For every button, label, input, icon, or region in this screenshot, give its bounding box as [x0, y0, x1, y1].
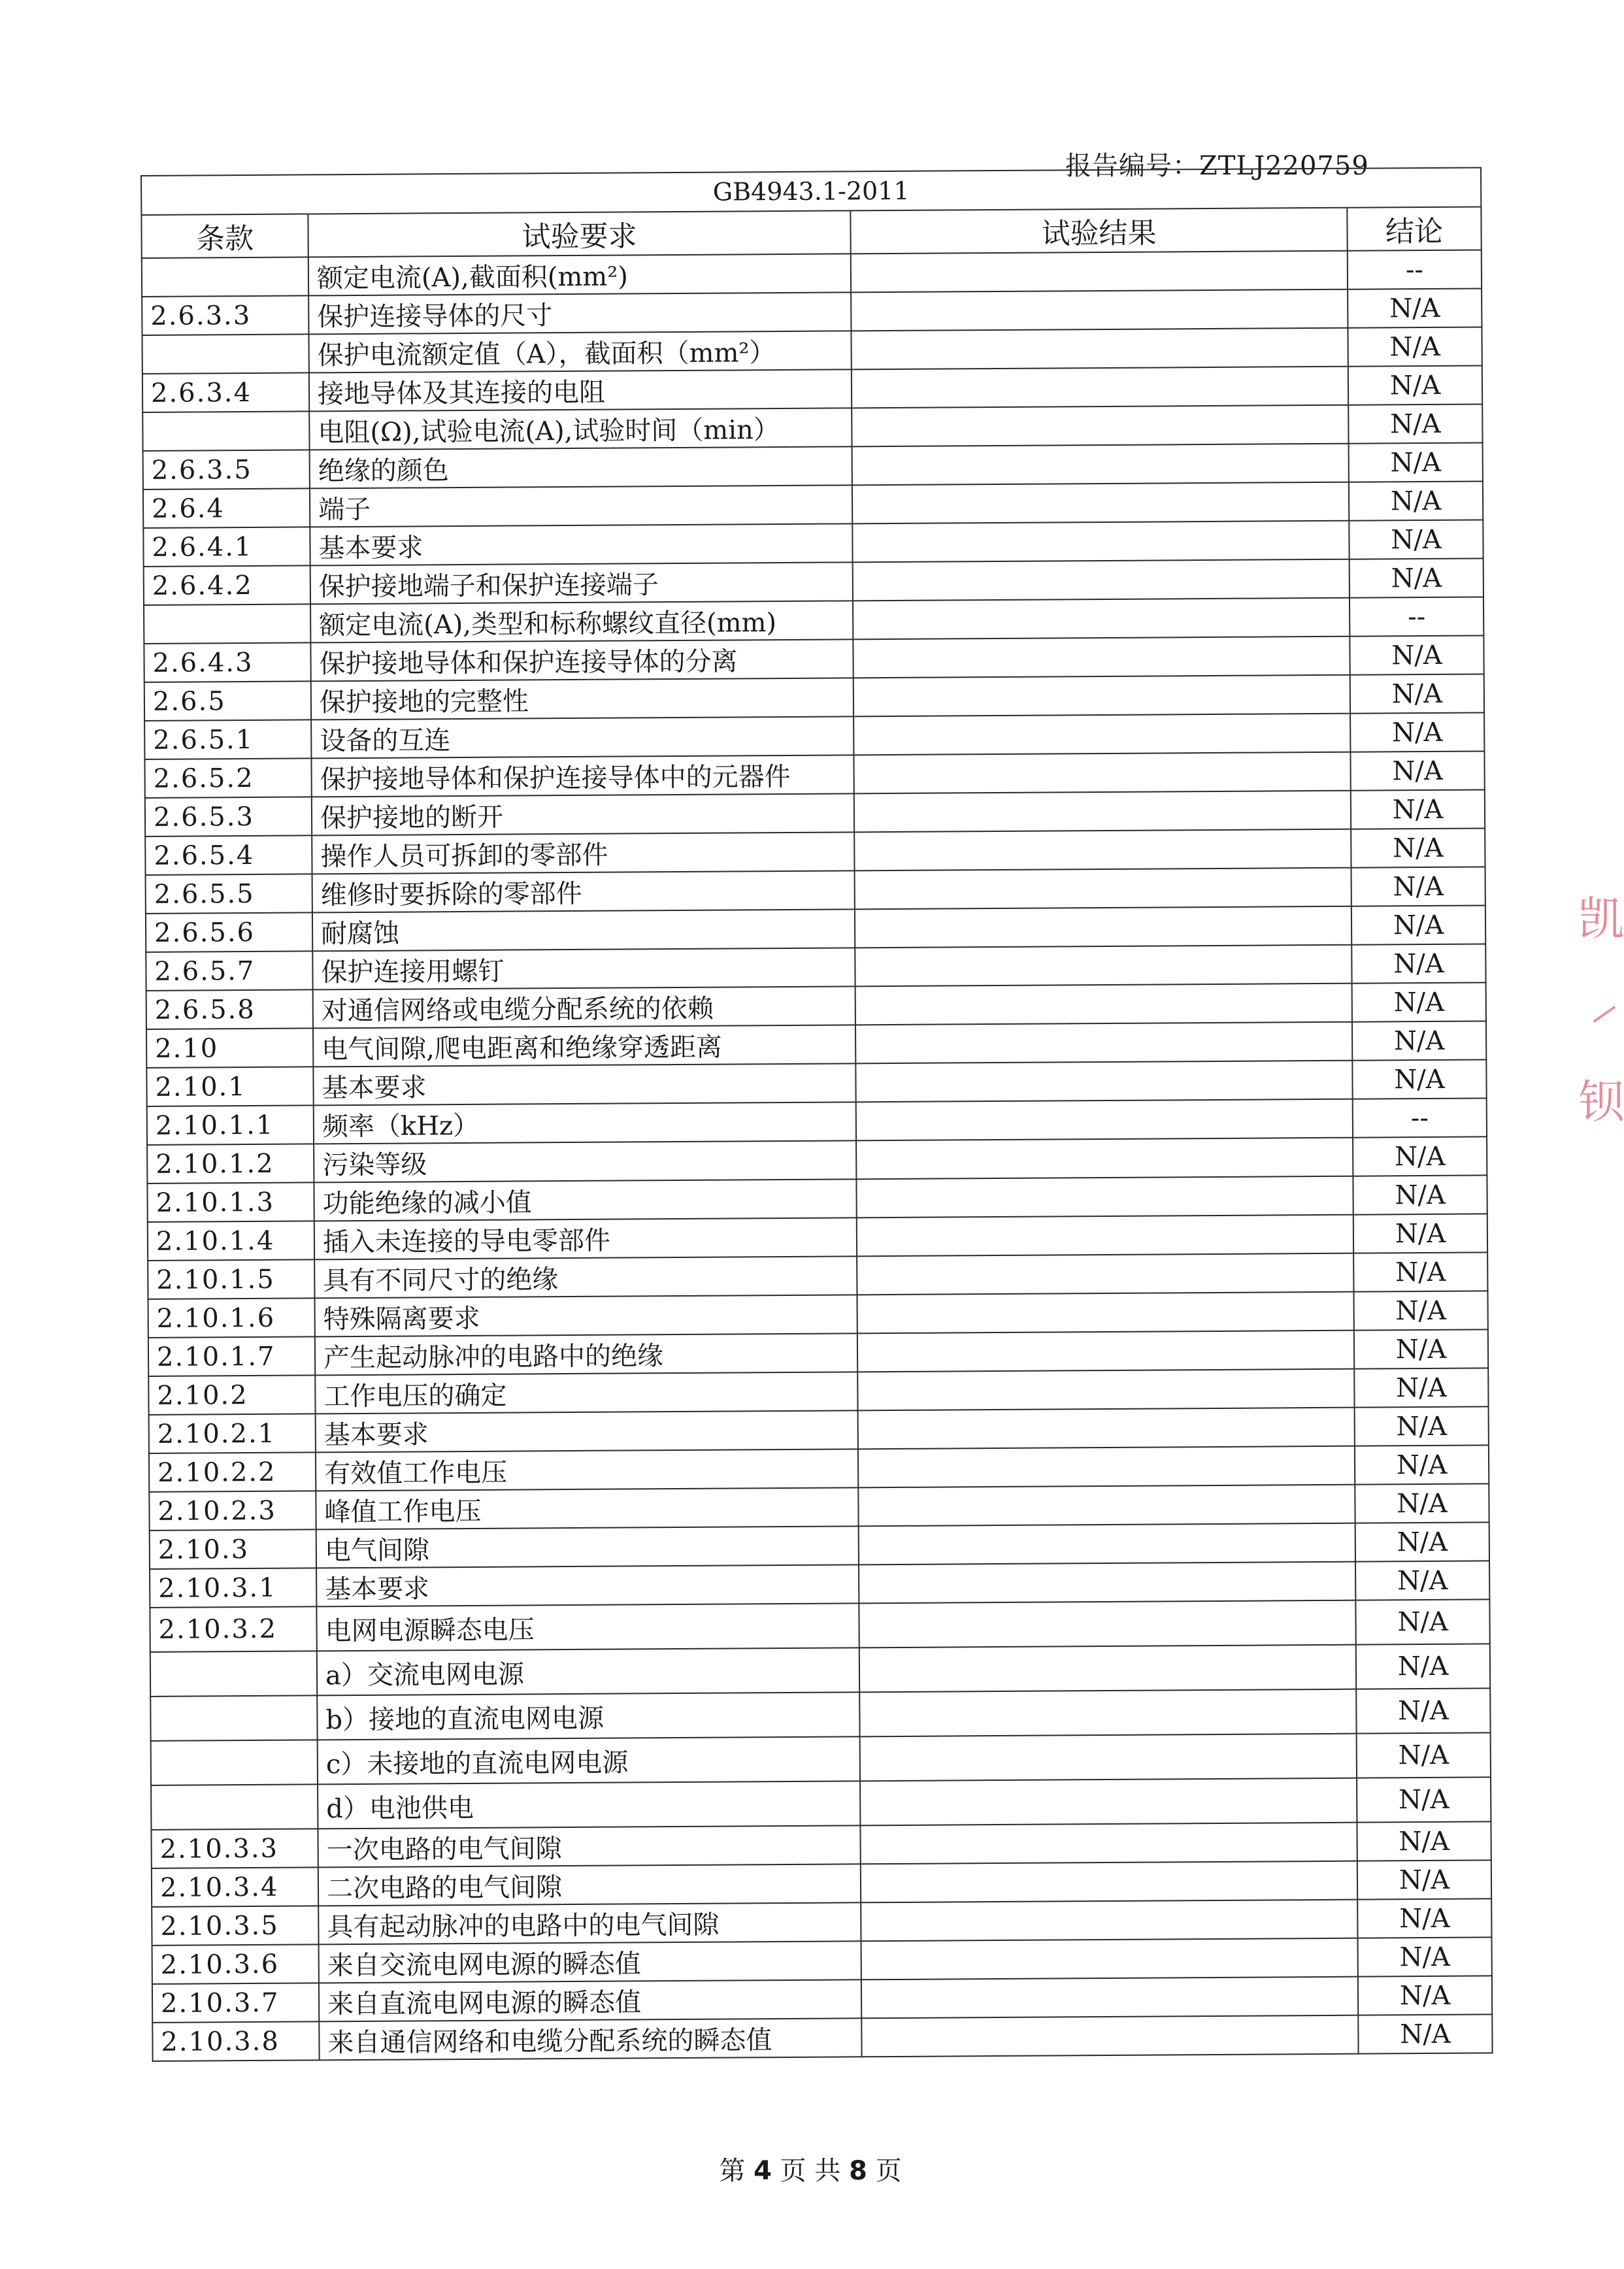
clause-cell: 2.10.1.4 [148, 1221, 314, 1261]
requirement-cell: 一次电路的电气间隙 [318, 1825, 860, 1867]
table-row [152, 2014, 1492, 2061]
result-cell [851, 290, 1348, 331]
verdict-cell: N/A [1352, 1059, 1486, 1099]
seal-char-2: 钡 [1578, 1075, 1624, 1129]
verdict-cell: N/A [1348, 404, 1482, 443]
clause-cell [142, 411, 309, 451]
verdict-cell: N/A [1348, 365, 1482, 405]
result-cell [855, 945, 1351, 987]
result-cell [860, 1823, 1357, 1864]
result-cell [852, 405, 1348, 447]
clause-cell: 2.6.5.1 [144, 720, 311, 759]
verdict-cell: N/A [1353, 1175, 1487, 1214]
result-cell [857, 1215, 1353, 1257]
page-total: 8 [849, 2156, 867, 2186]
requirement-cell: d）电池供电 [318, 1781, 860, 1829]
clause-cell: 2.10.3.7 [152, 1983, 319, 2023]
requirement-cell: 保护电流额定值（A），截面积（mm²） [308, 331, 851, 373]
verdict-cell: N/A [1349, 481, 1483, 520]
requirement-cell: 插入未连接的导电零部件 [314, 1217, 857, 1259]
verdict-cell: N/A [1354, 1329, 1488, 1368]
result-cell [859, 1562, 1355, 1604]
clause-cell: 2.6.5.8 [146, 989, 313, 1029]
requirement-cell: 具有不同尺寸的绝缘 [314, 1256, 857, 1298]
requirement-cell: 对通信网络或电缆分配系统的依赖 [313, 986, 855, 1028]
standard-title: GB4943.1-2011 [141, 167, 1481, 215]
requirement-cell: 额定电流(A),类型和标称螺纹直径(mm) [310, 601, 853, 642]
verdict-cell: N/A [1350, 751, 1484, 790]
result-cell [853, 714, 1350, 755]
clause-cell [142, 334, 308, 374]
clause-cell: 2.10.1.6 [148, 1298, 315, 1338]
requirement-cell: 保护连接用螺钉 [312, 948, 855, 989]
verdict-cell: N/A [1357, 1732, 1491, 1778]
result-cell [861, 2015, 1358, 2057]
clause-cell: 2.10.3.4 [152, 1867, 318, 1907]
result-cell [855, 1022, 1352, 1064]
footer-prefix: 第 [719, 2156, 754, 2186]
requirement-cell: 工作电压的确定 [315, 1372, 857, 1414]
requirement-cell: 电网电源瞬态电压 [316, 1603, 859, 1651]
verdict-cell: N/A [1352, 982, 1486, 1021]
clause-cell: 2.10.1.1 [147, 1105, 314, 1145]
verdict-cell: N/A [1350, 558, 1483, 597]
result-cell [861, 1977, 1358, 2019]
verdict-cell: N/A [1358, 1937, 1492, 1976]
verdict-cell: N/A [1353, 1214, 1487, 1253]
result-cell [852, 444, 1349, 486]
clause-cell [144, 604, 310, 644]
requirement-cell: 端子 [310, 485, 852, 527]
result-cell [855, 1061, 1352, 1102]
clause-cell: 2.6.4.2 [144, 565, 310, 605]
clause-cell: 2.10.1.7 [148, 1336, 315, 1376]
requirement-cell: 基本要求 [316, 1410, 858, 1452]
requirement-cell: a）交流电网电源 [317, 1648, 859, 1695]
result-cell [856, 1099, 1353, 1141]
result-cell [857, 1292, 1353, 1334]
verdict-cell: N/A [1355, 1522, 1489, 1561]
clause-header: 条款 [141, 214, 308, 258]
result-cell [856, 1138, 1353, 1180]
clause-cell: 2.10.1 [146, 1067, 313, 1106]
verdict-cell: N/A [1352, 1021, 1486, 1060]
verdict-header: 结论 [1347, 207, 1481, 250]
clause-cell: 2.6.3.4 [142, 373, 309, 412]
seal-mark [1593, 1006, 1616, 1023]
clause-cell: 2.6.3.5 [143, 450, 310, 489]
clause-cell: 2.10.1.2 [147, 1144, 314, 1184]
result-cell [854, 791, 1351, 833]
table-row [150, 1644, 1490, 1697]
result-cell [861, 1900, 1357, 1942]
result-cell [859, 1523, 1355, 1565]
verdict-cell: -- [1348, 250, 1482, 289]
verdict-cell: N/A [1350, 674, 1484, 713]
verdict-cell: N/A [1356, 1688, 1490, 1733]
result-cell [852, 521, 1349, 563]
verdict-cell: N/A [1355, 1406, 1489, 1446]
verdict-cell: N/A [1358, 2014, 1492, 2053]
verdict-cell: N/A [1348, 327, 1482, 366]
result-cell [855, 906, 1351, 948]
result-cell [855, 984, 1352, 1025]
verdict-cell: N/A [1357, 1821, 1491, 1861]
verdict-cell: N/A [1349, 520, 1483, 559]
result-cell [857, 1331, 1354, 1372]
requirement-cell: 产生起动脉冲的电路中的绝缘 [315, 1333, 857, 1375]
verdict-cell: N/A [1351, 905, 1485, 944]
clause-cell [150, 1651, 317, 1697]
verdict-cell: N/A [1351, 789, 1485, 829]
requirement-cell: 基本要求 [313, 1063, 855, 1105]
verdict-cell: N/A [1349, 442, 1483, 482]
requirement-cell: 功能绝缘的减小值 [314, 1179, 856, 1221]
requirement-cell: 频率（kHz） [314, 1102, 856, 1144]
verdict-cell: N/A [1355, 1483, 1489, 1523]
clause-cell: 2.10.1.5 [148, 1259, 314, 1299]
clause-cell [150, 1695, 317, 1741]
result-cell [858, 1408, 1355, 1449]
clause-cell: 2.6.5.2 [144, 758, 311, 798]
requirement-cell: 维修时要拆除的零部件 [312, 870, 855, 912]
clause-cell: 2.10.3.3 [151, 1829, 318, 1868]
result-cell [854, 829, 1351, 871]
requirement-header: 试验要求 [308, 210, 850, 257]
table-row [151, 1777, 1491, 1830]
clause-cell: 2.10.3.6 [152, 1944, 319, 1984]
clause-cell: 2.10.3.5 [152, 1906, 318, 1946]
verdict-cell: N/A [1357, 1777, 1491, 1822]
report-number: 报告编号：ZTLJ220759 [1065, 151, 1369, 181]
result-cell [857, 1369, 1354, 1411]
verdict-cell: N/A [1355, 1445, 1489, 1484]
requirement-cell: b）接地的直流电网电源 [317, 1692, 859, 1740]
requirement-cell: 二次电路的电气间隙 [318, 1864, 861, 1906]
requirement-cell: 有效值工作电压 [316, 1449, 858, 1491]
clause-cell: 2.10.3.2 [150, 1606, 316, 1652]
requirement-cell: 额定电流(A),截面积(mm²) [308, 254, 851, 295]
page-footer [0, 2150, 1621, 2187]
verdict-cell: N/A [1357, 1860, 1491, 1899]
result-cell [852, 482, 1349, 524]
result-cell [859, 1645, 1356, 1693]
result-cell [861, 1938, 1358, 1980]
verdict-cell: N/A [1353, 1252, 1487, 1291]
verdict-cell: N/A [1351, 828, 1485, 867]
clause-cell: 2.10.3.1 [150, 1568, 316, 1608]
verdict-cell: N/A [1350, 635, 1483, 674]
requirement-cell: 保护接地导体和保护连接导体的分离 [310, 639, 853, 681]
table-row [150, 1599, 1489, 1652]
header-row [141, 207, 1481, 258]
clause-cell: 2.6.5.7 [146, 951, 312, 991]
requirement-cell: 电气间隙,爬电距离和绝缘穿透距离 [313, 1025, 855, 1067]
requirement-cell: 基本要求 [310, 523, 852, 565]
result-cell [853, 559, 1350, 601]
clause-cell: 2.6.5 [144, 681, 311, 721]
clause-cell: 2.10.1.3 [147, 1182, 314, 1222]
verdict-cell: N/A [1356, 1644, 1490, 1689]
clause-cell: 2.6.5.6 [146, 912, 312, 952]
result-cell [853, 675, 1350, 717]
clause-cell: 2.6.4.1 [143, 527, 310, 567]
requirement-cell: 保护接地导体和保护连接导体中的元器件 [311, 755, 853, 797]
clause-cell [142, 257, 308, 297]
company-seal [1578, 869, 1624, 1209]
clause-cell: 2.10.2.2 [149, 1452, 316, 1492]
verdict-cell: N/A [1355, 1599, 1489, 1644]
verdict-cell: N/A [1351, 944, 1485, 983]
verdict-cell: N/A [1353, 1136, 1487, 1176]
clause-cell: 2.10 [146, 1028, 313, 1068]
result-cell [859, 1600, 1355, 1648]
clause-cell: 2.6.5.5 [146, 874, 312, 914]
requirement-cell: 电气间隙 [316, 1526, 859, 1568]
requirement-cell: 设备的互连 [311, 716, 853, 758]
clause-cell: 2.6.5.4 [145, 835, 312, 875]
requirement-cell: 保护接地的断开 [312, 793, 854, 835]
verdict-cell: N/A [1357, 1898, 1491, 1938]
verdict-cell: N/A [1358, 1976, 1492, 2015]
clause-cell: 2.6.3.3 [142, 295, 308, 335]
result-cell [853, 598, 1350, 640]
result-cell [859, 1689, 1356, 1737]
clause-cell: 2.10.2 [148, 1375, 315, 1415]
result-cell [851, 251, 1348, 293]
page-number: 4 [754, 2156, 772, 2186]
table-row [151, 1732, 1491, 1785]
result-cell [852, 367, 1348, 408]
requirement-cell: 来自通信网络和电缆分配系统的瞬态值 [319, 2018, 861, 2060]
clause-cell: 2.6.5.3 [145, 797, 312, 836]
requirement-cell: 操作人员可拆卸的零部件 [312, 832, 854, 874]
test-results-table [141, 167, 1493, 2061]
result-cell [853, 637, 1350, 678]
requirement-cell: 来自直流电网电源的瞬态值 [319, 1979, 861, 2021]
requirement-cell: 电阻(Ω),试验电流(A),试验时间（min） [309, 408, 852, 450]
requirement-cell: 污染等级 [314, 1140, 856, 1182]
requirement-cell: 保护接地的完整性 [311, 678, 853, 720]
footer-suffix: 页 [867, 2156, 902, 2186]
requirement-cell: 特殊隔离要求 [315, 1295, 857, 1336]
requirement-cell: 来自交流电网电源的瞬态值 [319, 1941, 861, 1983]
requirement-cell: 保护连接导体的尺寸 [308, 292, 851, 334]
result-cell [851, 328, 1348, 370]
requirement-cell: c）未接地的直流电网电源 [318, 1736, 860, 1784]
result-cell [853, 752, 1350, 794]
verdict-cell: N/A [1354, 1368, 1488, 1407]
verdict-cell: N/A [1348, 288, 1482, 327]
footer-middle: 页 共 [771, 2156, 850, 2186]
verdict-cell: N/A [1351, 867, 1485, 906]
verdict-cell: N/A [1353, 1291, 1487, 1330]
result-cell [860, 1734, 1357, 1781]
clause-cell: 2.6.4 [143, 488, 310, 528]
clause-cell: 2.10.2.3 [149, 1491, 316, 1531]
result-cell [855, 868, 1351, 910]
verdict-cell: -- [1350, 597, 1483, 636]
clause-cell: 2.6.4.3 [144, 642, 310, 682]
result-cell [860, 1778, 1357, 1826]
result-cell [856, 1176, 1353, 1218]
table-row [150, 1688, 1490, 1741]
requirement-cell: 绝缘的颜色 [310, 446, 852, 488]
result-cell [857, 1253, 1353, 1295]
seal-char-1: 凯 [1578, 892, 1624, 946]
requirement-cell: 峰值工作电压 [316, 1487, 858, 1529]
result-cell [858, 1446, 1355, 1488]
clause-cell: 2.10.2.1 [149, 1414, 316, 1453]
requirement-cell: 接地导体及其连接的电阻 [309, 369, 852, 411]
result-header: 试验结果 [850, 208, 1347, 254]
verdict-cell: -- [1353, 1098, 1487, 1137]
requirement-cell: 基本要求 [316, 1565, 859, 1606]
requirement-cell: 具有起动脉冲的电路中的电气间隙 [318, 1902, 861, 1944]
verdict-cell: N/A [1350, 712, 1484, 752]
clause-cell [151, 1740, 318, 1785]
clause-cell [151, 1784, 318, 1830]
result-cell [861, 1861, 1357, 1903]
result-cell [858, 1485, 1355, 1527]
verdict-cell: N/A [1355, 1561, 1489, 1600]
requirement-cell: 耐腐蚀 [312, 909, 855, 951]
requirement-cell: 保护接地端子和保护连接端子 [310, 562, 853, 604]
table-body [142, 250, 1493, 2061]
clause-cell: 2.10.3.8 [152, 2021, 319, 2061]
clause-cell: 2.10.3 [150, 1529, 316, 1569]
